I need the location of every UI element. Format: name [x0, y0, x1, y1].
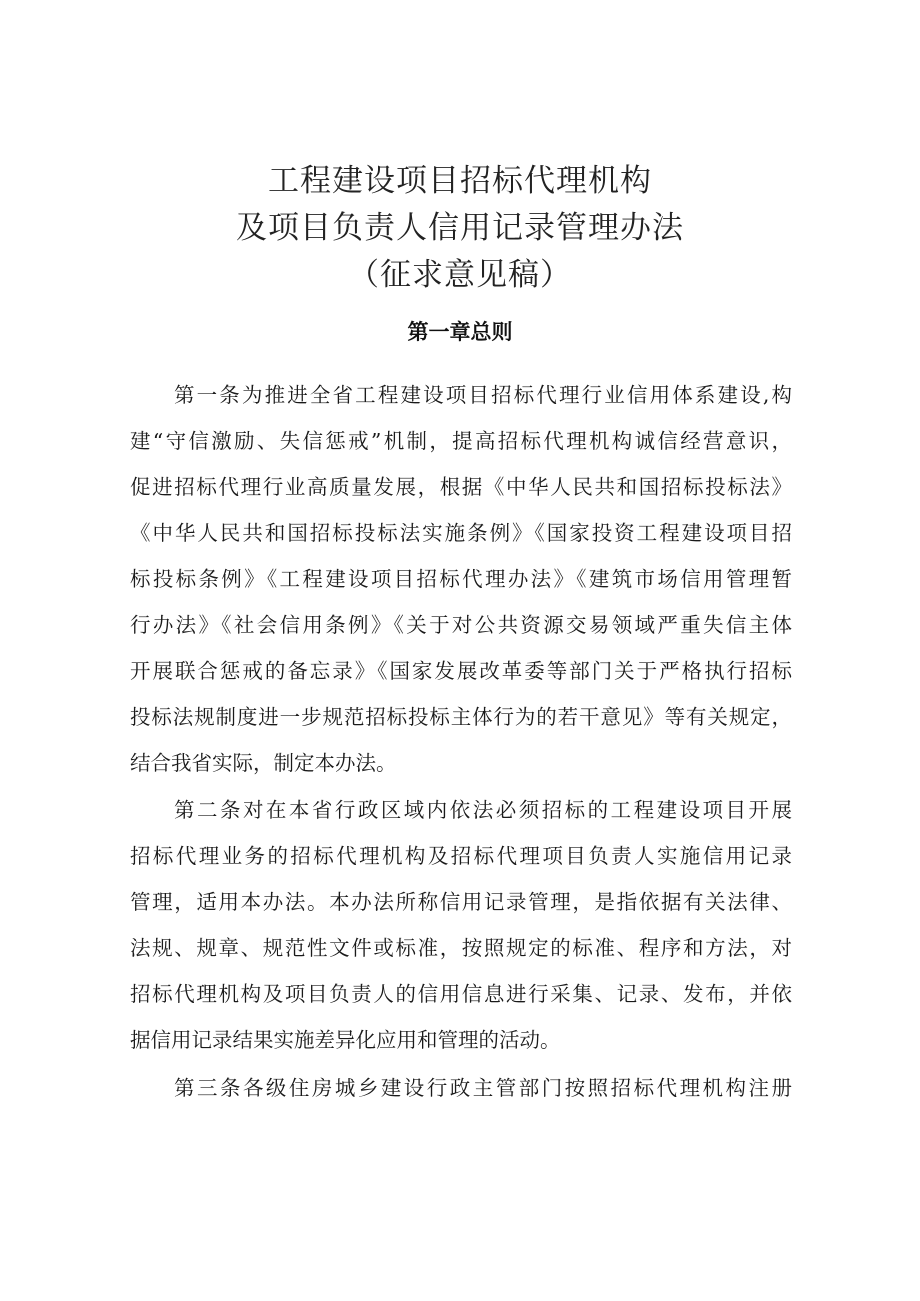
article-1-line: 结合我省实际，制定本办法。	[130, 751, 397, 775]
article-2-line: 第二条对在本省行政区域内依法必须招标的工程建设项目开展	[174, 798, 792, 822]
chapter-heading: 第一章总则	[407, 320, 513, 344]
article-2-line: 法规、规章、规范性文件或标准，按照规定的标准、程序和方法，对	[130, 936, 792, 960]
article-1-line: 开展联合惩戒的备忘录》《国家发展改革委等部门关于严格执行招标	[130, 659, 792, 683]
document-title	[0, 158, 920, 299]
article-1-line: 《中华人民共和国招标投标法实施条例》《国家投资工程建设项目招	[130, 521, 792, 545]
article-2-line: 招标代理机构及项目负责人的信用信息进行采集、记录、发布，并依	[130, 982, 792, 1006]
article-2-line: 据信用记录结果实施差异化应用和管理的活动。	[130, 1028, 561, 1052]
article-1-line: 标投标条例》《工程建设项目招标代理办法》《建筑市场信用管理暂	[130, 567, 792, 591]
title-line-3: （征求意见稿）	[348, 257, 572, 293]
article-3-line: 第三条各级住房城乡建设行政主管部门按照招标代理机构注册	[174, 1076, 792, 1100]
article-1-line: 第一条为推进全省工程建设项目招标代理行业信用体系建设,构	[174, 383, 792, 407]
article-1-line: 行办法》《社会信用条例》《关于对公共资源交易领域严重失信主体	[130, 613, 792, 637]
article-1-line: 促进招标代理行业高质量发展，根据《中华人民共和国招标投标法》	[130, 475, 792, 499]
article-2-line: 管理，适用本办法。本办法所称信用记录管理，是指依据有关法律、	[130, 890, 792, 914]
title-line-1: 工程建设项目招标代理机构	[268, 163, 652, 199]
article-1-line: 投标法规制度进一步规范招标投标主体行为的若干意见》等有关规定，	[130, 705, 792, 729]
article-1-line: 建“守信激励、失信惩戒”机制，提高招标代理机构诚信经营意识，	[130, 429, 792, 453]
title-line-2: 及项目负责人信用记录管理办法	[236, 210, 684, 246]
article-2-line: 招标代理业务的招标代理机构及招标代理项目负责人实施信用记录	[130, 844, 792, 868]
